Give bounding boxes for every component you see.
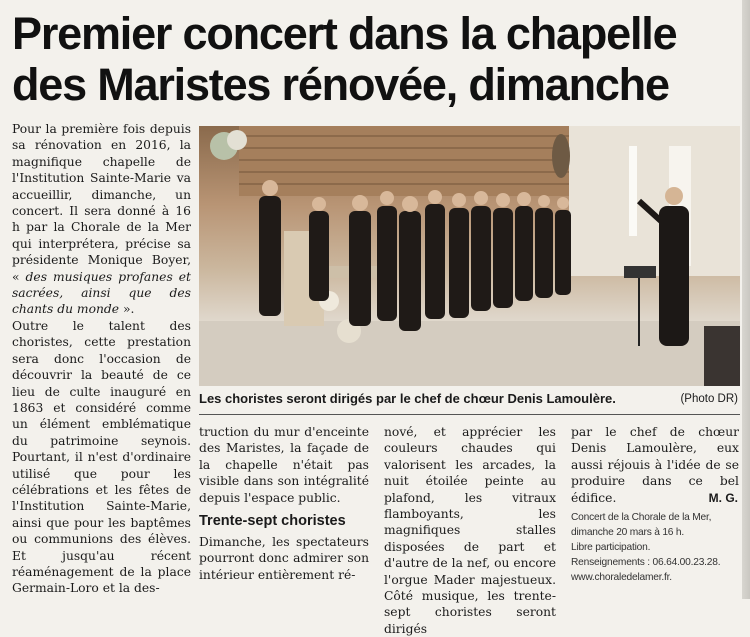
choir-photo-illustration <box>199 126 740 386</box>
photo-credit: (Photo DR) <box>680 393 738 405</box>
speaker <box>704 326 740 386</box>
floor <box>199 321 740 386</box>
article-column-3 <box>384 424 556 636</box>
page-edge <box>742 0 750 599</box>
music-stand-desk <box>624 266 656 278</box>
subheading: Trente-sept choristes <box>199 513 346 530</box>
headline-line-1: Premier concert dans la chapelle <box>12 8 677 59</box>
divider <box>199 414 740 415</box>
choir-photo <box>199 126 740 386</box>
flowers <box>227 130 247 150</box>
info-line-2: dimanche 20 mars à 16 h. <box>571 527 684 538</box>
statue <box>552 134 570 178</box>
article-paragraph-4: Dimanche, les spectateurs pourront donc admirer son intérieur entièrement ré- <box>199 535 369 582</box>
article-paragraph-2: Outre le talent des choristes, cette prestation sera donc l'occasion de découvrir la beauté de ce lieu de culte inauguré en 1863 et considéré comme un élément emblématique du patrimoine seynois. Pourtant, il n'est d'ordinaire utilisé que pour les célébrations et les fêtes de l'Institution Sainte-Marie, ainsi que pour les baptêmes ou communions des élèves. Et jusqu'au récent réaménagement de la place Germain-Loro et la des- <box>12 318 191 596</box>
article-column-1 <box>12 121 191 597</box>
info-line-4: Renseignements : 06.64.00.23.28. <box>571 557 721 568</box>
caption-text: Les choristes seront dirigés par le chef de chœur Denis Lamoulère. <box>199 391 616 406</box>
intro-quote: des musiques profanes et sacrées, ainsi que des chants du monde <box>12 269 191 317</box>
intro-end: ». <box>122 302 135 317</box>
headline-line-2: des Maristes rénovée, dimanche <box>12 59 669 110</box>
window <box>629 146 637 236</box>
info-line-1: Concert de la Chorale de la Mer, <box>571 512 712 523</box>
article-paragraph-intro <box>12 121 191 318</box>
conductor-head <box>665 187 683 205</box>
article-column-2 <box>199 424 369 598</box>
event-info-box <box>571 510 741 585</box>
article-paragraph-6: par le chef de chœur Denis Lamoulère, eux aussi réjouis à l'idée de se produire dans ce bel édifice. <box>571 425 739 505</box>
wall <box>569 126 740 276</box>
photo-caption <box>199 388 740 410</box>
article-paragraph-5: nové, et apprécier les couleurs chaudes qui valorisent les arcades, la nuit étoilée peinte au plafond, les vitraux flamboyants, les magnifiques stalles disposées de part et d'autre de la nef, ou encore l'orgue Mader majestueux. Côté musique, les trente-sept choristes seront dirigés <box>384 425 556 636</box>
article-paragraph-3: truction du mur d'enceinte des Maristes, la façade de la chapelle n'était pas visible dans son intégralité depuis l'espace public. <box>199 425 369 505</box>
conductor <box>659 206 689 346</box>
info-line-5: www.choraledelamer.fr. <box>571 572 672 583</box>
author-initials: M. G. <box>708 491 738 505</box>
info-line-3: Libre participation. <box>571 542 651 553</box>
intro-text: Pour la première fois depuis sa rénovation en 2016, la magnifique chapelle de l'Institution Sainte-Marie va accueillir, dimanche, un concert. Il sera donné à 16 h par la Chorale de la Mer qui interprétera, précise sa présidente Monique Boyer, « <box>12 122 191 284</box>
headline <box>12 8 742 110</box>
